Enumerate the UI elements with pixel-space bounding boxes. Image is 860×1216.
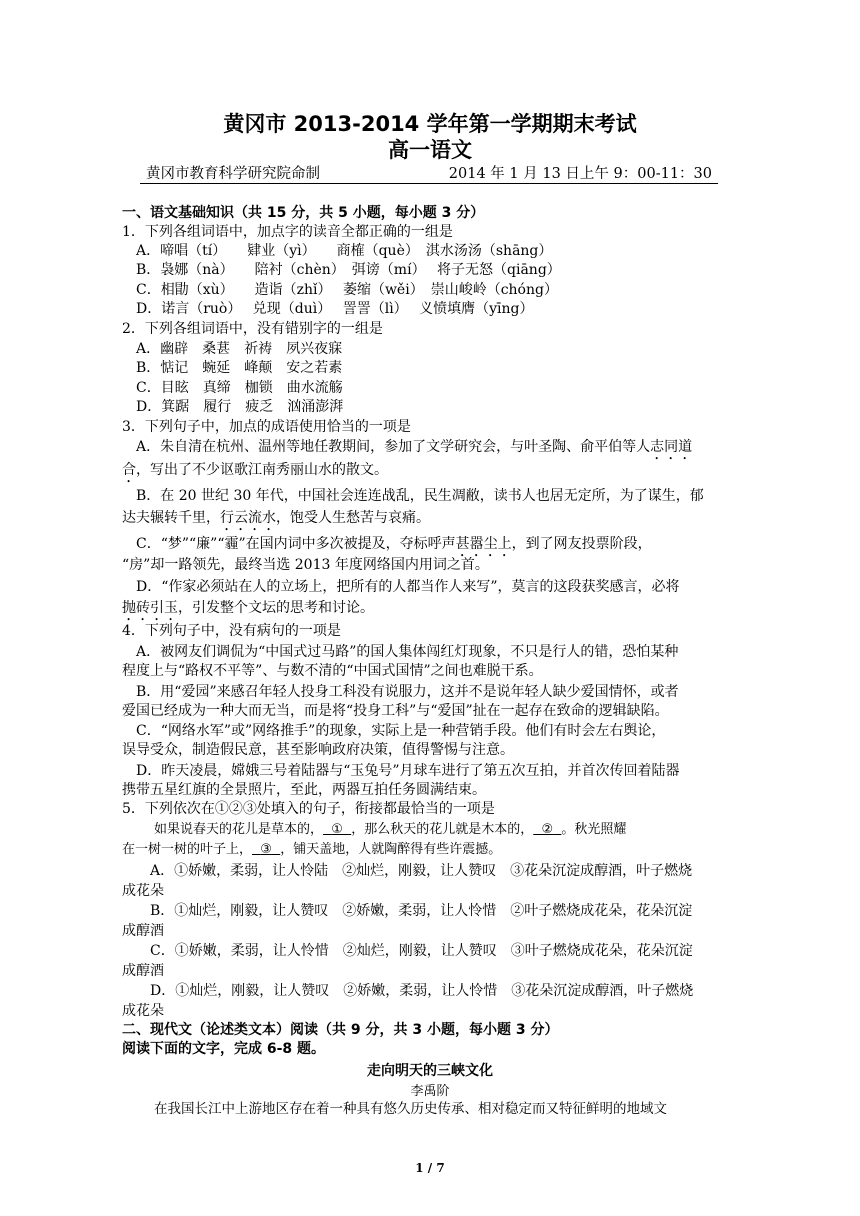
q1-option-d: D．诺言（ruò） 兑现（duì） 詈詈（lì） 义愤填膺（yīng）	[136, 301, 534, 317]
q1-stem: 1．下列各组词语中，加点字的读音全都正确的一组是	[122, 224, 453, 240]
q5-option-c-line1: C．①娇嫩，柔弱，让人怜惜 ②灿烂，刚毅，让人赞叹 ③叶子燃烧成花朵，花朵沉淀	[150, 943, 693, 959]
article-first-line: 在我国长江中上游地区存在着一种具有悠久历史传承、相对稳定而又特征鲜明的地域文	[154, 1101, 667, 1117]
q3-a-idiom: 志同道	[650, 439, 693, 455]
q3-option-c-line1: C．“梦”“廉”“霾”在国内词中多次被提及，夺标呼声甚嚣尘上，到了网友投票阶段，	[136, 536, 652, 552]
q3-option-b-line1: B．在 20 世纪 30 年代，中国社会连连战乱，民生凋敝，读书人也居无定所，为了谋生，郁	[136, 488, 704, 504]
exam-datetime: 2014 年 1 月 13 日上午 9：00-11：30	[448, 166, 712, 182]
q2-option-c: C．目眩 真缔 枷锁 曲水流觞	[136, 380, 343, 396]
q4-option-c-line1: C．“网络水军”或”网络推手”的现象，实际上是一种营销手段。他们有时会左右舆论，	[136, 723, 666, 739]
q2-option-a: A．幽辟 桑葚 祈祷 夙兴夜寐	[136, 341, 343, 357]
q3-option-d-line2: 抛砖引玉，引发整个文坛的思考和讨论。	[122, 600, 374, 616]
q5-passage-line2: 在一树一树的叶子上， ③ ，铺天盖地，人就陶醉得有些许震撼。	[122, 842, 502, 857]
q4-stem: 4．下列句子中，没有病句的一项是	[122, 623, 341, 639]
q2-option-b: B．惦记 蜿延 峰颠 安之若素	[136, 360, 343, 376]
q5-option-c-line2: 成醇酒	[122, 963, 164, 979]
article-title: 走向明天的三峡文化	[367, 1063, 493, 1079]
page-number: 1 / 7	[415, 1161, 445, 1175]
q3-d-idiom: 抛砖引玉	[122, 600, 178, 616]
q5-passage-line1: 如果说春天的花儿是草本的， ① ，那么秋天的花儿就是木本的， ② 。秋光照耀	[154, 822, 627, 837]
q5-option-b-line2: 成醇酒	[122, 923, 164, 939]
q3-b-idiom: 行云流水	[220, 510, 276, 526]
q4-option-d-line1: D．昨天凌晨，嫦娥三号着陆器与“玉兔号”月球车进行了第五次互拍，并首次传回着陆器	[136, 763, 680, 779]
section2-heading: 二、现代文（论述类文本）阅读（共 9 分，共 3 小题，每小题 3 分）	[122, 1022, 559, 1038]
blank-2: ②	[541, 822, 554, 837]
q2-option-d: D．箕踞 履行 疲乏 汹涌澎湃	[136, 399, 344, 415]
q5-stem: 5．下列依次在①②③处填入的句子，衔接都最恰当的一项是	[122, 801, 495, 817]
q3-option-a-line2: 合，写出了不少讴歌江南秀丽山水的散文。	[122, 462, 388, 478]
section1-heading: 一、语文基础知识（共 15 分，共 5 小题，每小题 3 分）	[122, 205, 485, 221]
q1-option-a: A．啼唱（tí） 肄业（yì） 商榷（què） 淇水汤汤（shāng）	[136, 243, 553, 259]
q3-option-b-line2: 达夫辗转千里，行云流水，饱受人生愁苦与哀痛。	[122, 510, 430, 526]
q1-option-c: C．相勖（xù） 造诣（zhǐ） 萎缩（wěi） 崇山峻岭（chóng）	[136, 282, 558, 298]
article-author: 李禹阶	[410, 1084, 450, 1099]
blank-1: ①	[331, 822, 343, 837]
blank-3: ③	[260, 842, 272, 857]
q4-option-b-line2: 爱国已经成为一种大而无当，而是将“投身工科”与“爱国”扯在一起存在致命的逻辑缺陷。	[122, 703, 669, 719]
q3-option-a-line1: A．朱自清在杭州、温州等地任教期间，参加了文学研究会，与叶圣陶、俞平伯等人志同道	[136, 439, 693, 455]
q4-option-c-line2: 误导受众，制造假民意，甚至影响政府决策，值得警惕与注意。	[122, 742, 514, 758]
q4-option-a-line1: A．被网友们调侃为“中国式过马路”的国人集体闯红灯现象，不只是行人的错，恐怕某种	[136, 644, 679, 660]
q5-option-d-line1: D．①灿烂，刚毅，让人赞叹 ②娇嫩，柔弱，让人怜惜 ③花朵沉淀成醇酒，叶子燃烧	[150, 983, 694, 999]
q3-c-idiom: 甚嚣尘上	[455, 536, 512, 552]
q1-option-b: B．袅娜（nà） 陪衬（chèn） 弭谤（mí） 将子无怒（qiāng）	[136, 262, 561, 278]
q4-option-b-line1: B．用“爱园”来感召年轻人投身工科没有说服力，这并不是说年轻人缺少爱国情怀，或者	[136, 684, 679, 700]
q5-option-b-line1: B．①灿烂，刚毅，让人赞叹 ②娇嫩，柔弱，让人怜惜 ②叶子燃烧成花朵，花朵沉淀	[150, 903, 693, 919]
q4-option-d-line2: 携带五星红旗的全景照片，至此，两器互拍任务圆满结束。	[122, 782, 486, 798]
exam-subject: 高一语文	[388, 138, 472, 162]
issuer-line	[140, 162, 718, 184]
q3-option-d-line1: D．“作家必须站在人的立场上，把所有的人都当作人来写”，莫言的这段获奖感言，必将	[136, 579, 680, 595]
q5-option-d-line2: 成花朵	[122, 1003, 164, 1019]
q5-option-a-line2: 成花朵	[122, 883, 164, 899]
q3-stem: 3．下列句子中，加点的成语使用恰当的一项是	[122, 419, 411, 435]
q2-stem: 2．下列各组词语中，没有错别字的一组是	[122, 321, 383, 337]
section2-instruction: 阅读下面的文字，完成 6-8 题。	[122, 1041, 326, 1057]
exam-title: 黄冈市 2013-2014 学年第一学期期末考试	[223, 112, 637, 136]
q5-option-a-line1: A．①娇嫩，柔弱，让人怜陆 ②灿烂，刚毅，让人赞叹 ③花朵沉淀成醇酒，叶子燃烧	[150, 863, 693, 879]
q4-option-a-line2: 程度上与“路权不平等”、与数不清的“中国式国情”之间也难脱干系。	[122, 663, 543, 679]
q3-option-c-line2: “房”却一路领先，最终当选 2013 年度网络国内用词之首。	[122, 557, 489, 573]
issuer: 黄冈市教育科学研究院命制	[146, 166, 320, 182]
